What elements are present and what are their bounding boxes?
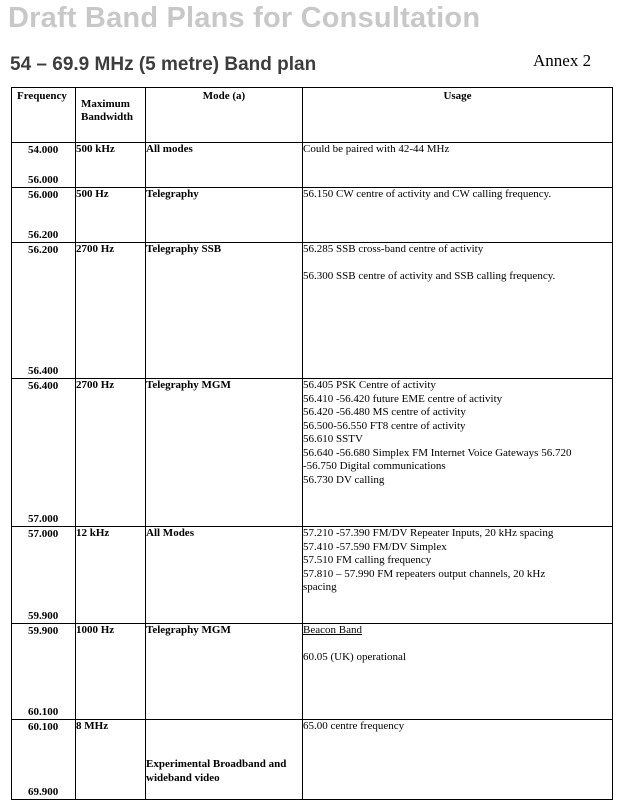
table-row	[12, 527, 613, 624]
usage-header: Usage	[303, 88, 613, 143]
frequency-end: 56.200	[28, 229, 59, 241]
mode-header: Mode (a)	[146, 88, 303, 143]
usage-line: 65.00 centre frequency	[303, 720, 405, 732]
frequency-end: 59.900	[28, 610, 59, 622]
band-plan-subtitle: 54 – 69.9 MHz (5 metre) Band plan	[10, 54, 317, 75]
usage-cell	[303, 720, 613, 800]
frequency-end: 56.400	[28, 365, 59, 377]
bandwidth-cell: 2700 Hz	[76, 243, 146, 379]
mode-cell	[146, 720, 303, 800]
bandwidth-cell: 500 Hz	[76, 188, 146, 243]
frequency-cell	[12, 143, 76, 188]
usage-line: 57.810 – 57.990 FM repeaters output channels, 20 kHz	[303, 567, 546, 580]
frequency-end: 56.000	[28, 174, 59, 186]
frequency-start: 60.100	[28, 721, 59, 733]
usage-line: 57.210 -57.390 FM/DV Repeater Inputs, 20 kHz spacing	[303, 527, 554, 539]
usage-line: 56.410 -56.420 future EME centre of activity	[303, 392, 503, 405]
bandwidth-header-line2: Bandwidth	[81, 111, 133, 123]
frequency-end: 60.100	[28, 706, 59, 718]
frequency-start: 56.000	[28, 189, 59, 201]
table-row	[12, 379, 613, 527]
frequency-start: 56.200	[28, 244, 59, 256]
table-row	[12, 143, 613, 188]
frequency-cell	[12, 379, 76, 527]
usage-line: 57.510 FM calling frequency	[303, 554, 432, 566]
bandwidth-cell: 1000 Hz	[76, 624, 146, 720]
table-header-row	[12, 88, 613, 143]
frequency-cell	[12, 720, 76, 800]
usage-line: 57.410 -57.590 FM/DV Simplex	[303, 540, 447, 553]
table-row	[12, 624, 613, 720]
frequency-cell	[12, 527, 76, 624]
mode-line: wideband video	[146, 772, 220, 784]
frequency-cell	[12, 624, 76, 720]
frequency-header: Frequency	[12, 88, 76, 143]
frequency-start: 59.900	[28, 625, 59, 637]
bandwidth-cell: 8 MHz	[76, 720, 146, 800]
mode-cell: Telegraphy	[146, 188, 303, 243]
usage-line: 56.150 CW centre of activity and CW calling frequency.	[303, 188, 552, 200]
bandwidth-cell: 500 kHz	[76, 143, 146, 188]
usage-cell	[303, 379, 613, 527]
annex-label: Annex 2	[533, 51, 592, 70]
beacon-band-label: Beacon Band	[303, 624, 362, 636]
usage-line: spacing	[303, 581, 337, 593]
frequency-end: 69.900	[28, 786, 59, 798]
table-row	[12, 188, 613, 243]
mode-line: Experimental Broadband and	[146, 758, 287, 770]
bandwidth-header	[76, 88, 146, 143]
frequency-start: 57.000	[28, 528, 59, 540]
usage-line: 56.300 SSB centre of activity and SSB calling frequency.	[303, 269, 556, 282]
usage-line: 56.285 SSB cross-band centre of activity	[303, 243, 484, 255]
band-plan-table	[11, 87, 613, 800]
bandwidth-cell: 12 kHz	[76, 527, 146, 624]
bandwidth-header-line1: Maximum	[81, 98, 130, 110]
usage-line: Could be paired with 42-44 MHz	[303, 143, 450, 155]
frequency-cell	[12, 188, 76, 243]
usage-cell	[303, 624, 613, 720]
mode-cell: All modes	[146, 143, 303, 188]
usage-line: 56.640 -56.680 Simplex FM Internet Voice Gateways 56.720	[303, 446, 572, 459]
frequency-cell	[12, 243, 76, 379]
bandwidth-cell: 2700 Hz	[76, 379, 146, 527]
usage-line: 56.730 DV calling	[303, 473, 385, 486]
page-title: Draft Band Plans for Consultation	[8, 2, 481, 34]
table-row	[12, 720, 613, 800]
usage-cell	[303, 143, 613, 188]
mode-cell: Telegraphy MGM	[146, 624, 303, 720]
usage-line: 60.05 (UK) operational	[303, 650, 406, 663]
usage-cell	[303, 243, 613, 379]
mode-cell: Telegraphy SSB	[146, 243, 303, 379]
frequency-start: 54.000	[28, 144, 59, 156]
usage-cell	[303, 188, 613, 243]
usage-cell	[303, 527, 613, 624]
usage-line: 56.610 SSTV	[303, 433, 363, 445]
usage-line: 56.420 -56.480 MS centre of activity	[303, 406, 466, 418]
frequency-end: 57.000	[28, 513, 59, 525]
usage-line: 56.405 PSK Centre of activity	[303, 379, 436, 391]
table-row	[12, 243, 613, 379]
mode-cell: All Modes	[146, 527, 303, 624]
mode-cell: Telegraphy MGM	[146, 379, 303, 527]
usage-line: -56.750 Digital communications	[303, 460, 446, 472]
usage-line: 56.500-56.550 FT8 centre of activity	[303, 419, 466, 432]
frequency-start: 56.400	[28, 380, 59, 392]
